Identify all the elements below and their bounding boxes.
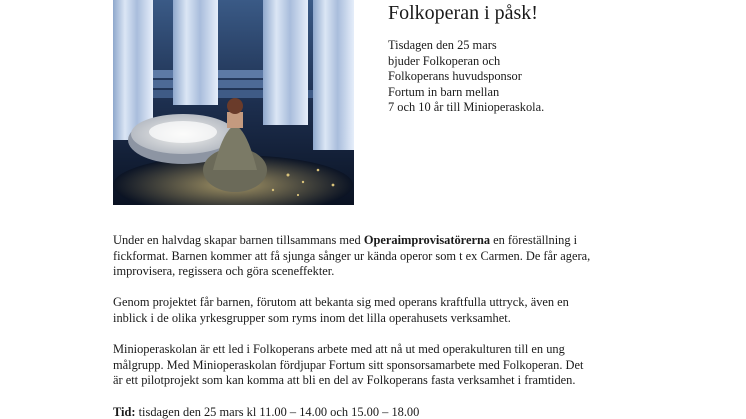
paragraph-line bbox=[113, 405, 653, 419]
paragraph-workshop bbox=[113, 233, 653, 280]
time-value: tisdagen den 25 mars kl 11.00 – 14.00 och 15.00 – 18.00 bbox=[135, 404, 420, 419]
intro-line: Tisdagen den 25 mars bbox=[388, 38, 497, 52]
intro-line: Folkoperans huvudsponsor bbox=[388, 69, 522, 84]
paragraph-line: improvisera, regissera och göra sceneffekter. bbox=[113, 264, 335, 279]
paragraph-line bbox=[113, 233, 653, 249]
paragraph-project bbox=[113, 295, 653, 326]
intro-line: Fortum in barn mellan bbox=[388, 84, 500, 99]
text-span: Under en halvdag skapar barnen tillsammans med bbox=[113, 233, 364, 247]
improv-group-name: Operaimprovisatörerna bbox=[363, 233, 491, 247]
paragraph-line: är ett pilotprojekt som kan komma att bli en del av Folkoperans fasta verksamhet i framtiden. bbox=[113, 373, 576, 388]
text-span: en föreställning i bbox=[490, 233, 578, 247]
time-label: Tid: bbox=[113, 404, 136, 419]
page-title: Folkoperan i påsk! bbox=[388, 2, 538, 24]
paragraph-line: Minioperaskolan är ett led i Folkoperans arbete med att nå ut med operakulturen till en ung bbox=[113, 342, 565, 357]
intro-line: 7 och 10 år till Minioperaskola. bbox=[388, 100, 545, 115]
paragraph-line: fickformat. Barnen kommer att få sjunga sånger ur kända operor som t ex Carmen. De får agera, bbox=[113, 248, 591, 263]
time-line bbox=[113, 405, 653, 419]
opera-stage-photo bbox=[113, 0, 354, 205]
paragraph-line: inblick i de olika yrkesgrupper som ryms inom det lilla operahusets verksamhet. bbox=[113, 310, 511, 325]
intro-text bbox=[388, 38, 688, 116]
intro-line: bjuder Folkoperan och bbox=[388, 53, 501, 68]
body-text bbox=[113, 233, 653, 419]
paragraph-minioperaskola bbox=[113, 342, 653, 389]
paragraph-line: Genom projektet får barnen, förutom att bekanta sig med operans kraftfulla uttryck, även en bbox=[113, 295, 569, 310]
paragraph-line: målgrupp. Med Minioperaskolan fördjupar Fortum sitt sponsorsamarbete med Folkoperan. Det bbox=[113, 357, 584, 372]
